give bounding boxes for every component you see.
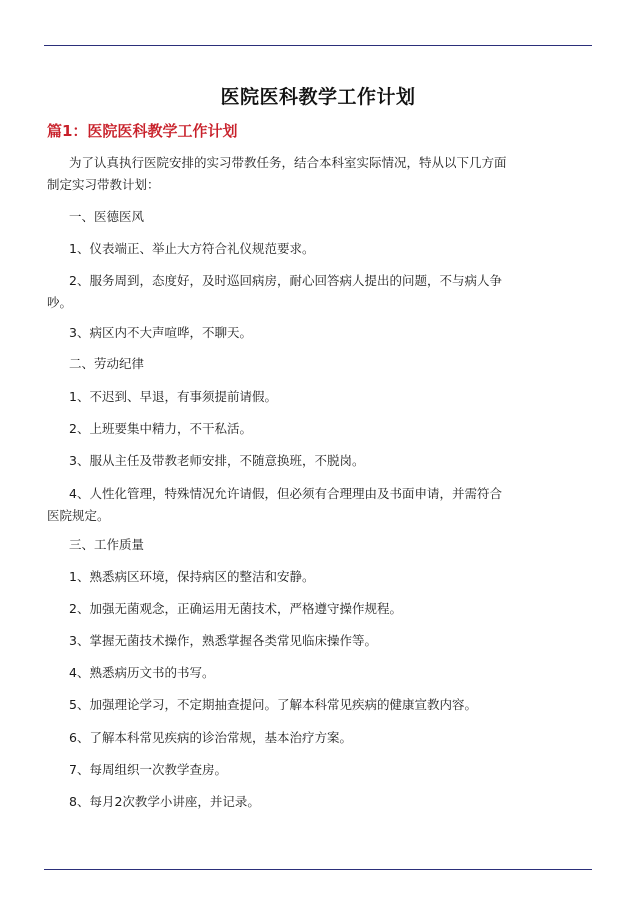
paragraph-item: 1、不迟到、早退，有事须提前请假。 <box>69 389 277 404</box>
paragraph-item: 1、仪表端正、举止大方符合礼仪规范要求。 <box>69 241 315 256</box>
document-title: 医院医科教学工作计划 <box>220 86 416 108</box>
heading-work-quality: 三、工作质量 <box>69 537 145 552</box>
paragraph-item: 7、每周组织一次教学查房。 <box>69 762 227 777</box>
intro-paragraph: 为了认真执行医院安排的实习带教任务，结合本科室实际情况，特从以下几方面制定实习带教计划： <box>47 155 507 192</box>
heading-medical-ethics: 一、医德医风 <box>69 209 145 224</box>
section-title: 篇1：医院医科教学工作计划 <box>47 122 238 140</box>
paragraph-item: 8、每月2次教学小讲座，并记录。 <box>69 794 260 809</box>
paragraph-item: 4、熟悉病历文书的书写。 <box>69 665 215 680</box>
paragraph-item: 3、服从主任及带教老师安排，不随意换班，不脱岗。 <box>69 453 365 468</box>
paragraph-item: 2、加强无菌观念，正确运用无菌技术，严格遵守操作规程。 <box>69 601 402 616</box>
footer-rule <box>44 869 592 870</box>
paragraph-item: 3、掌握无菌技术操作，熟悉掌握各类常见临床操作等。 <box>69 633 377 648</box>
heading-labor-discipline: 二、劳动纪律 <box>69 356 145 371</box>
paragraph-item: 2、服务周到，态度好，及时巡回病房，耐心回答病人提出的问题，不与病人争吵。 <box>47 273 502 310</box>
paragraph-item: 2、上班要集中精力，不干私活。 <box>69 421 252 436</box>
paragraph-item: 6、了解本科常见疾病的诊治常规，基本治疗方案。 <box>69 730 352 745</box>
header-rule <box>44 45 592 46</box>
paragraph-item: 3、病区内不大声喧哗，不聊天。 <box>69 325 252 340</box>
paragraph-item: 4、人性化管理，特殊情况允许请假，但必须有合理理由及书面申请，并需符合医院规定。 <box>47 486 502 523</box>
paragraph-item: 1、熟悉病区环境，保持病区的整洁和安静。 <box>69 569 315 584</box>
paragraph-item: 5、加强理论学习，不定期抽查提问。了解本科常见疾病的健康宣教内容。 <box>69 697 477 712</box>
